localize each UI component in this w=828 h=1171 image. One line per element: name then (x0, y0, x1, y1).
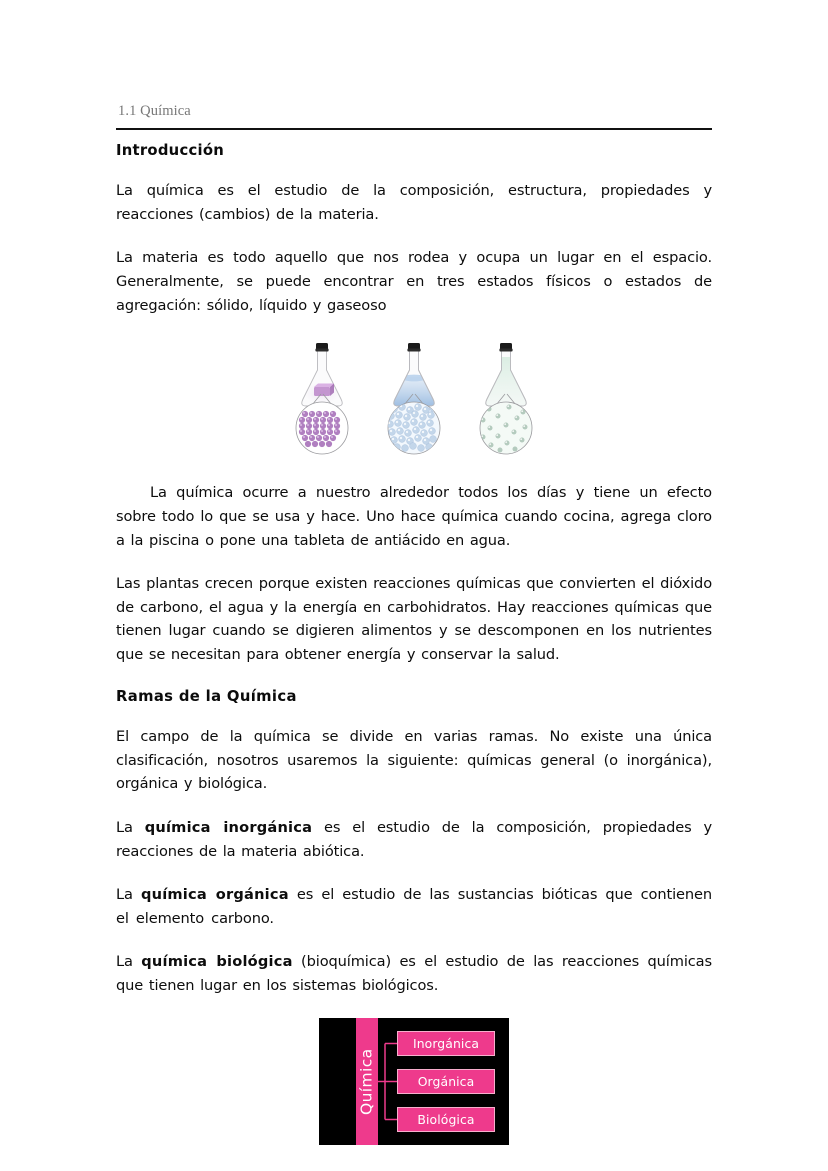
branch-box-biologica: Biológica (397, 1107, 495, 1132)
definition-term-organic: química orgánica (140, 886, 289, 904)
branches-panel (319, 1018, 509, 1145)
flask-liquid (373, 337, 455, 459)
definition-lead-organic: La (116, 886, 141, 904)
paragraph-plants-reactions: Las plantas crecen porque existen reacciones químicas que convierten el dióxido de carbono, el agua y la energía en carbohidratos. Hay reacciones químicas que tienen lugar cuando se digieren alimentos y se descomponen en los nutrientes que se necesitan para obtener energía y conservar la salud. (116, 575, 712, 664)
flask-gas (465, 337, 547, 459)
section-title: Introducción (116, 141, 225, 159)
paragraph-matter-states: La materia es todo aquello que nos rodea y ocupa un lugar en el espacio. Generalmente, se puede encontrar en tres estados físicos o estados de agregación: sólido, líquido y gaseoso (116, 249, 712, 314)
branches-box-list (397, 1031, 495, 1132)
branches-spine (356, 1018, 378, 1145)
paragraph-inorganic-chemistry (116, 816, 712, 863)
branch-box-organica: Orgánica (397, 1069, 495, 1094)
branch-box-inorganica: Inorgánica (397, 1031, 495, 1056)
subsection-title-branches: Ramas de la Química (116, 687, 297, 705)
flask-solid (281, 337, 363, 459)
definition-lead-inorganic: La (116, 818, 145, 836)
paragraph-definition-chemistry: La química es el estudio de la composición, estructura, propiedades y reacciones (cambios) de la materia. (116, 182, 712, 223)
paragraph-branches-intro: El campo de la química se divide en varias ramas. No existe una única clasificación, nosotros usaremos la siguiente: químicas general (o inorgánica), orgánica y biológica. (116, 728, 712, 793)
branches-spine-label: Química (357, 1047, 376, 1115)
definition-term-biological: química biológica (141, 953, 293, 971)
header-rule (116, 128, 712, 130)
branches-connector (378, 1031, 397, 1132)
figure-branches-diagram (116, 1018, 712, 1145)
paragraph-biological-chemistry (116, 950, 712, 997)
definition-rest-biological: (bioquímica) es el estudio de las reacciones químicas que tienen lugar en los sistemas biológicos. (116, 953, 712, 995)
definition-lead-biological: La (116, 953, 142, 971)
running-head: 1.1 Química (118, 103, 191, 119)
definition-rest-inorganic: es el estudio de la composición, propiedades y reacciones de la materia abiótica. (116, 818, 713, 860)
paragraph-chemistry-everyday: La química ocurre a nuestro alrededor todos los días y tiene un efecto sobre todo lo que se usa y hace. Uno hace química cuando cocina, agrega cloro a la piscina o pone una tableta de antiácido en agua. (116, 484, 712, 549)
figure-states-of-matter (116, 337, 712, 459)
definition-term-inorganic: química inorgánica (144, 818, 313, 836)
definition-rest-organic: es el estudio de las sustancias bióticas que contienen el elemento carbono. (116, 886, 713, 927)
document-content (116, 102, 712, 1145)
paragraph-organic-chemistry (116, 883, 712, 930)
